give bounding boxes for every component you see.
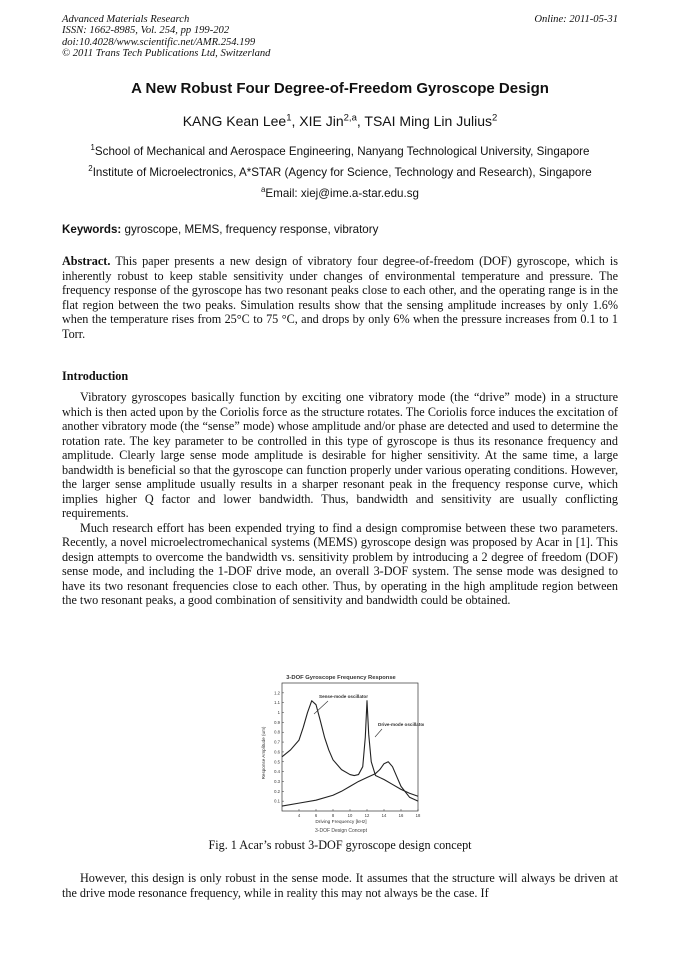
y-tick-label: 0.2 — [274, 788, 280, 794]
paragraph: Vibratory gyroscopes basically function by exciting one vibratory mode (the “drive” mode) in a structure which is then acted upon by the Coriolis force as the structure rotates. The Coriolis force induces the excitation of another vibratory mode (the “sense” mode) whose amplitude and/or phase are detected and used to determine the rotation rate. The key parameter to be controlled in this type of gyroscope is thus its resonance frequency and amplitude. Clearly large sense mode amplitude is desirable for higher sensitivity. At the same time, a large bandwidth is beneficial so that the gyroscope can function properly under various operating conditions. However, the larger sense amplitude usually results in a sharper resonant peak in the frequency response curve, which implies higher Q factor and lower bandwidth. Thus, bandwidth and sensitivity are usually conflicting requirements. — [62, 390, 618, 520]
affiliation-2 — [62, 166, 618, 179]
keywords-label: Keywords: — [62, 223, 122, 236]
author-name: KANG Kean Lee — [182, 113, 287, 129]
x-tick-label: 18 — [415, 813, 421, 818]
paragraph: Much research effort has been expended trying to find a design compromise between these two parameters. Recently, a novel microelectromechanical systems (MEMS) gyroscope design was proposed by Acar in [1]. This design attempts to overcome the bandwidth vs. sensitivity problem by introducing a 2 degree of freedom (DOF) sense mode, and including the 1-DOF drive mode, an overall 3-DOF system. The sense mode was designed to have its two resonant frequencies close to each other. Thus, by operating in the high amplitude region between the two resonant peaks, a good combination of sensitivity and bandwidth could be obtained. — [62, 520, 618, 607]
affiliation-1 — [62, 145, 618, 158]
x-tick-label: 10 — [347, 813, 353, 818]
chart-axes — [274, 683, 421, 818]
y-tick-label: 0.5 — [274, 759, 280, 765]
doi-line: doi:10.4028/www.scientific.net/AMR.254.199 — [62, 36, 256, 48]
introduction-body — [62, 390, 618, 608]
abstract — [62, 254, 618, 341]
y-tick-label: 0.6 — [274, 749, 280, 755]
paragraph: However, this design is only robust in the sense mode. It assumes that the structure will always be driven at the drive mode resonance frequency, while in reality this may not always be the case. If — [62, 871, 618, 900]
x-tick-label: 14 — [381, 813, 387, 818]
section-heading-introduction: Introduction — [62, 369, 129, 383]
abstract-label: Abstract. — [62, 254, 111, 268]
series-line-drive-mode — [282, 762, 418, 806]
annotation-arrow — [375, 729, 382, 737]
email-line — [62, 187, 618, 200]
email-text: Email: xiej@ime.a-star.edu.sg — [265, 187, 419, 200]
author-sup: 2,a — [343, 112, 357, 124]
series-line-sense-mode — [282, 701, 418, 797]
author-sup: 1 — [286, 112, 292, 124]
y-tick-label: 0.4 — [274, 769, 280, 775]
affiliation-sup: 2 — [88, 164, 93, 174]
author-separator: , — [356, 113, 365, 129]
x-tick-label: 12 — [364, 813, 370, 818]
paper-title: A New Robust Four Degree-of-Freedom Gyroscope Design — [131, 80, 549, 97]
affiliation-text: School of Mechanical and Aerospace Engineering, Nanyang Technological University, Singapore — [94, 145, 590, 158]
journal-header — [62, 14, 618, 60]
chart-footer: 3-DOF Design Concept — [315, 828, 367, 834]
annotation-arrow — [314, 701, 328, 714]
x-tick-label: 6 — [314, 813, 318, 818]
author-list — [62, 113, 618, 129]
x-tick-label: 4 — [297, 813, 301, 818]
figure-caption: Fig. 1 Acar’s robust 3-DOF gyroscope design concept — [208, 838, 472, 852]
y-tick-label: 0.3 — [274, 778, 280, 784]
y-tick-label: 0.8 — [274, 729, 280, 735]
copyright-line: © 2011 Trans Tech Publications Ltd, Switzerland — [62, 48, 271, 60]
y-tick-label: 0.9 — [274, 719, 280, 725]
affiliation-sup: 1 — [90, 143, 95, 153]
keywords-text: gyroscope, MEMS, frequency response, vibratory — [124, 223, 379, 236]
closing-paragraph-block — [62, 871, 618, 900]
abstract-text: This paper presents a new design of vibratory four degree-of-freedom (DOF) gyroscope, which is inherently robust to keep stable sensitivity under changes of environmental temperature and pressure. The frequency response of the gyroscope has two resonant peaks close to each other, and the operating range is in the flat region between the two peaks. Simulation results show that the sensing amplitude increases by only 1.6% when the temperature rises from 25°C to 75 °C, and drops by only 6% when the pressure increases from 0.1 to 1 Torr. — [62, 254, 619, 341]
affiliation-text: Institute of Microelectronics, A*STAR (Agency for Science, Technology and Research), Singapore — [92, 166, 592, 179]
y-tick-label: 0.1 — [274, 798, 280, 804]
email-sup: a — [261, 185, 266, 195]
chart-y-label: Response Amplitude (um) — [261, 726, 266, 780]
author-separator: , — [291, 113, 300, 129]
chart-title: 3-DOF Gyroscope Frequency Response — [286, 675, 396, 681]
plot-frame — [282, 683, 418, 811]
y-tick-label: 1.2 — [274, 690, 280, 696]
author-sup: 2 — [492, 112, 498, 124]
annotation-sense-mode: Sense-mode oscillator — [319, 694, 369, 699]
figure-1 — [258, 671, 424, 835]
chart-x-label: Driving Frequency [kHz] — [315, 820, 367, 825]
y-tick-label: 1 — [277, 710, 280, 716]
issn-line: ISSN: 1662-8985, Vol. 254, pp 199-202 — [62, 25, 230, 37]
x-tick-label: 8 — [331, 813, 335, 818]
author-name: TSAI Ming Lin Julius — [364, 113, 493, 129]
y-tick-label: 0.7 — [274, 739, 280, 745]
y-tick-label: 1.1 — [274, 700, 280, 706]
annotation-drive-mode: Drive-mode oscillator — [378, 722, 424, 727]
chart-lines — [282, 701, 418, 806]
keywords — [62, 223, 618, 236]
author-name: XIE Jin — [299, 113, 344, 129]
online-date: Online: 2011-05-31 — [534, 14, 618, 25]
x-tick-label: 16 — [398, 813, 404, 818]
frequency-response-chart — [258, 671, 424, 835]
journal-name: Advanced Materials Research — [62, 14, 190, 25]
